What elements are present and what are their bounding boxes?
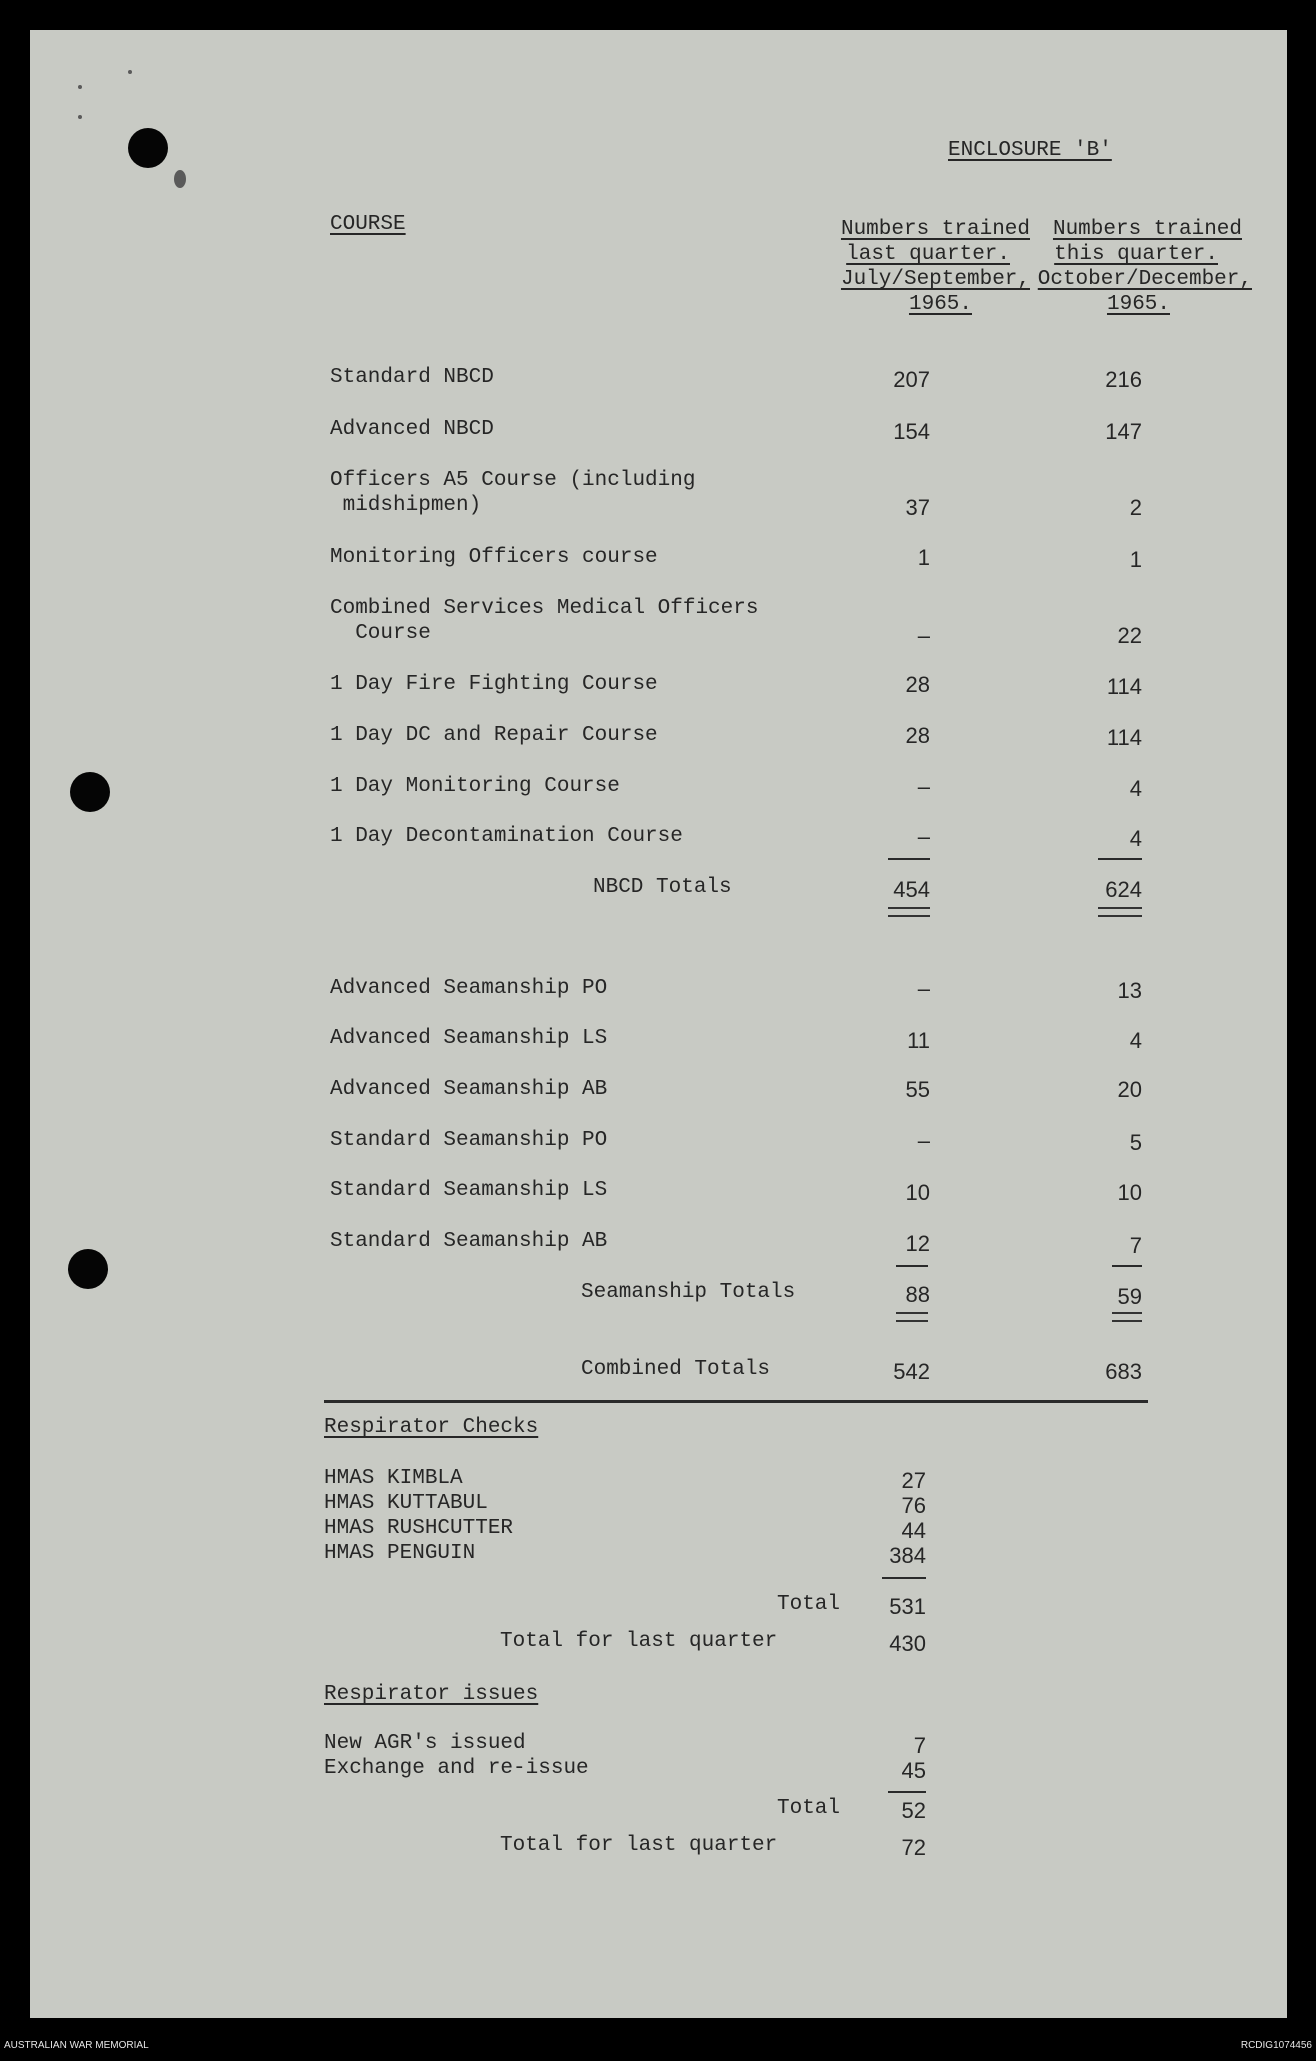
last-quarter-value: –	[917, 1128, 930, 1153]
sum-rule	[896, 1265, 928, 1267]
double-rule	[1112, 1312, 1142, 1322]
section-divider	[324, 1400, 1148, 1403]
check-value: 44	[901, 1518, 926, 1543]
this-quarter-value: 13	[1117, 978, 1142, 1003]
seamanship-total-this: 59	[1117, 1284, 1142, 1309]
this-quarter-value: 10	[1117, 1180, 1142, 1205]
last-quarter-value: 55	[905, 1077, 930, 1102]
paper-mark	[174, 170, 186, 188]
course-label-continued: midshipmen)	[330, 494, 482, 517]
issue-label: New AGR's issued	[324, 1732, 526, 1755]
this-quarter-value: 4	[1129, 776, 1142, 801]
combined-total-last: 542	[893, 1359, 930, 1384]
checks-total-value: 531	[889, 1594, 926, 1619]
course-label: Advanced NBCD	[330, 418, 494, 441]
this-quarter-value: 4	[1129, 1028, 1142, 1053]
course-label: 1 Day Decontamination Course	[330, 825, 683, 848]
this-quarter-value: 5	[1129, 1130, 1142, 1155]
nbcd-total-last: 454	[893, 877, 930, 902]
sum-rule	[882, 1577, 926, 1579]
punch-hole	[70, 772, 110, 812]
this-quarter-value: 216	[1105, 367, 1142, 392]
last-quarter-value: 11	[907, 1028, 930, 1053]
last-quarter-value: 10	[905, 1180, 930, 1205]
last-quarter-value: –	[917, 976, 930, 1001]
course-label: Standard Seamanship PO	[330, 1129, 608, 1152]
this-quarter-value: 2	[1129, 495, 1142, 520]
last-quarter-value: 28	[905, 672, 930, 697]
double-rule	[896, 1312, 928, 1322]
punch-hole	[68, 1249, 108, 1289]
course-label: Officers A5 Course (including	[330, 469, 696, 492]
last-quarter-value: –	[917, 774, 930, 799]
this-quarter-value: 147	[1105, 419, 1142, 444]
check-value: 384	[889, 1543, 926, 1568]
course-label: Advanced Seamanship LS	[330, 1027, 608, 1050]
course-label: 1 Day Fire Fighting Course	[330, 673, 658, 696]
this-quarter-value: 1	[1129, 547, 1142, 572]
ship-label: HMAS KUTTABUL	[324, 1492, 488, 1515]
checks-total-label: Total	[777, 1593, 841, 1616]
check-value: 76	[901, 1493, 926, 1518]
course-heading: COURSE	[330, 213, 406, 236]
course-label: Standard Seamanship LS	[330, 1179, 608, 1202]
double-rule	[1098, 907, 1142, 917]
last-quarter-value: 37	[905, 495, 930, 520]
this-quarter-value: 114	[1106, 674, 1142, 699]
course-label: Standard Seamanship AB	[330, 1230, 608, 1253]
last-quarter-value: –	[917, 824, 930, 849]
respirator-issues-heading: Respirator issues	[324, 1683, 539, 1706]
issue-label: Exchange and re-issue	[324, 1757, 589, 1780]
last-quarter-value: 1	[917, 545, 930, 570]
this-quarter-value: 20	[1117, 1077, 1142, 1102]
issue-value: 7	[913, 1733, 926, 1758]
course-label: Combined Services Medical Officers	[330, 597, 759, 620]
paper-mark	[128, 70, 132, 74]
footer-record-id: RCDIG1074456	[1240, 2040, 1312, 2051]
double-rule	[888, 907, 930, 917]
last-quarter-value: 207	[893, 367, 930, 392]
last-quarter-value: 28	[905, 723, 930, 748]
ship-label: HMAS RUSHCUTTER	[324, 1517, 514, 1540]
this-quarter-value: 4	[1129, 826, 1142, 851]
sum-rule	[1098, 858, 1142, 860]
combined-total-this: 683	[1105, 1359, 1142, 1384]
combined-totals-label: Combined Totals	[581, 1358, 771, 1381]
enclosure-label: ENCLOSURE 'B'	[948, 139, 1112, 162]
paper-mark	[78, 85, 82, 89]
course-label: 1 Day Monitoring Course	[330, 775, 620, 798]
punch-hole	[128, 128, 168, 168]
issues-last-quarter-label: Total for last quarter	[500, 1834, 778, 1857]
this-quarter-value: 114	[1106, 725, 1142, 750]
course-label: 1 Day DC and Repair Course	[330, 724, 658, 747]
course-label: Monitoring Officers course	[330, 546, 658, 569]
issues-total-value: 52	[901, 1798, 926, 1823]
sum-rule	[1112, 1265, 1142, 1267]
course-label: Advanced Seamanship AB	[330, 1078, 608, 1101]
check-value: 27	[901, 1468, 926, 1493]
issue-value: 45	[901, 1758, 926, 1783]
course-label-continued: Course	[330, 622, 431, 645]
nbcd-totals-label: NBCD Totals	[593, 876, 732, 899]
issues-last-quarter-value: 72	[901, 1835, 926, 1860]
checks-last-quarter-value: 430	[889, 1631, 926, 1656]
checks-last-quarter-label: Total for last quarter	[500, 1630, 778, 1653]
seamanship-totals-label: Seamanship Totals	[581, 1281, 796, 1304]
column-header-this-quarter: Numbers trained this quarter. October/December, 1965.	[1037, 218, 1252, 316]
this-quarter-value: 22	[1117, 623, 1142, 648]
this-quarter-value: 7	[1129, 1233, 1142, 1258]
last-quarter-value: –	[917, 623, 930, 648]
footer-archive-name: AUSTRALIAN WAR MEMORIAL	[4, 2040, 149, 2051]
last-quarter-value: 154	[893, 419, 930, 444]
ship-label: HMAS PENGUIN	[324, 1542, 476, 1565]
sum-rule	[888, 858, 930, 860]
document-page	[30, 30, 1287, 2018]
seamanship-total-last: 88	[905, 1282, 930, 1307]
respirator-checks-heading: Respirator Checks	[324, 1416, 539, 1439]
column-header-last-quarter: Numbers trained last quarter. July/September, 1965.	[840, 218, 1030, 316]
last-quarter-value: 12	[905, 1231, 930, 1256]
nbcd-total-this: 624	[1105, 877, 1142, 902]
course-label: Standard NBCD	[330, 366, 494, 389]
sum-rule	[888, 1791, 926, 1793]
course-label: Advanced Seamanship PO	[330, 977, 608, 1000]
issues-total-label: Total	[777, 1797, 841, 1820]
ship-label: HMAS KIMBLA	[324, 1467, 463, 1490]
paper-mark	[78, 115, 82, 119]
